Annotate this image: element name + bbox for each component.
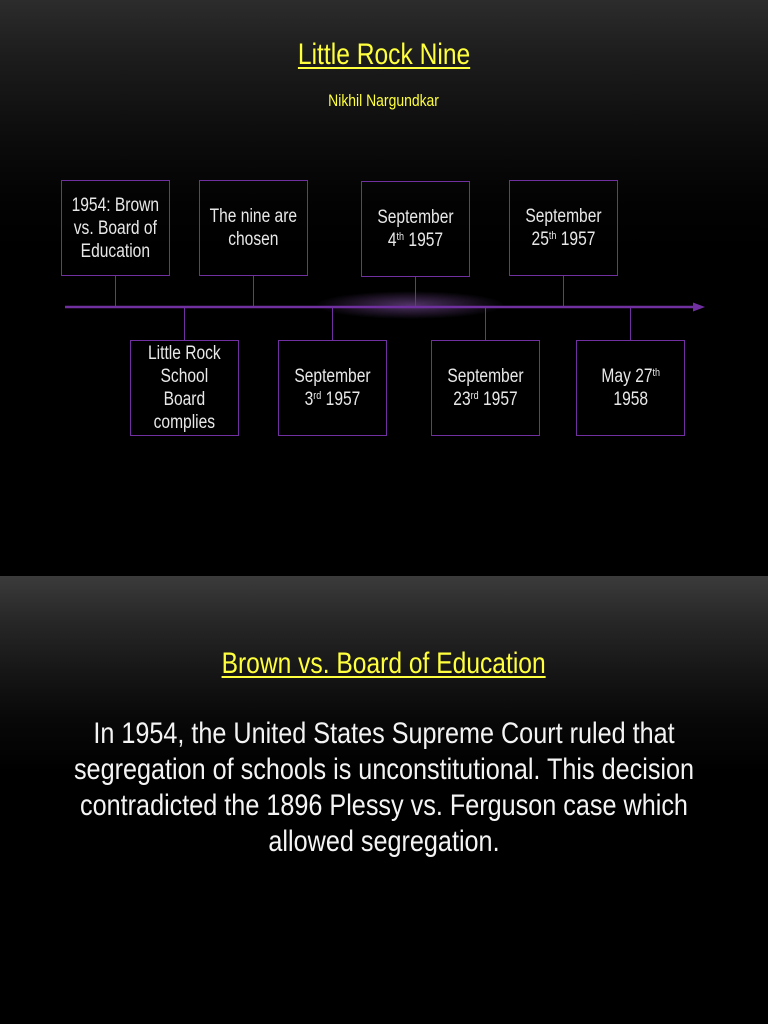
- event-text-line: complies: [153, 412, 216, 433]
- event-day-ordinal: th: [548, 230, 557, 242]
- event-text-line: chosen: [228, 229, 279, 250]
- slide-title: [0, 646, 768, 682]
- event-year: 1957: [325, 389, 361, 410]
- event-date: [447, 365, 523, 411]
- event-day: 25: [531, 229, 549, 250]
- event-text-line: vs. Board of: [73, 217, 158, 239]
- slide-body-text: In 1954, the United States Supreme Court ruled that segregation of schools is unconstitutional. This decision contradicted the 1896 Plessy vs. Ferguson case which allowed segregation.: [73, 717, 695, 858]
- event-date: [525, 205, 601, 251]
- event-year: 1957: [560, 229, 596, 250]
- slide-2: [0, 576, 768, 1024]
- event-text-line: Little Rock: [148, 343, 221, 364]
- timeline-event-box: [278, 340, 387, 436]
- event-date: [294, 365, 370, 411]
- event-day-ordinal: th: [652, 367, 660, 379]
- event-date-line: [532, 228, 596, 251]
- timeline-event-box: [361, 181, 470, 277]
- event-date-line: [447, 365, 523, 388]
- event-date-line: [388, 229, 443, 252]
- event-month: May: [601, 366, 631, 387]
- event-text-line: School: [160, 366, 209, 387]
- event-text-line: Education: [80, 240, 151, 262]
- timeline-event-box: [61, 180, 170, 276]
- slide-title-text: Little Rock Nine: [297, 38, 471, 71]
- event-month: September: [525, 206, 602, 227]
- event-date-line: [453, 388, 517, 411]
- event-text: [72, 194, 159, 263]
- author-name: Nikhil Nargundkar: [328, 91, 440, 110]
- event-year: 1957: [483, 389, 518, 410]
- event-date-line: [601, 365, 660, 388]
- event-day: 4: [387, 230, 397, 251]
- slide-title-text: Brown vs. Board of Education: [221, 647, 547, 680]
- event-date-line: [305, 388, 361, 411]
- timeline-event-box: [431, 340, 540, 436]
- event-month: September: [294, 366, 371, 387]
- event-date-line: [377, 206, 453, 229]
- event-text-line: 1954: Brown: [71, 194, 160, 216]
- event-year: 1957: [408, 230, 444, 251]
- event-day-ordinal: th: [396, 231, 405, 243]
- event-day-ordinal: rd: [470, 390, 479, 402]
- event-text-line: Board: [163, 389, 206, 410]
- timeline-event-box: [130, 340, 239, 436]
- event-text: [210, 205, 297, 251]
- event-year: 1958: [613, 389, 648, 410]
- timeline-event-box: [509, 180, 618, 276]
- event-month: September: [447, 366, 524, 387]
- timeline-glow: [315, 291, 505, 319]
- timeline-event-box: [576, 340, 685, 436]
- event-text: [148, 342, 221, 434]
- timeline-arrowhead: [693, 303, 705, 312]
- event-date: [377, 206, 453, 252]
- event-month: September: [377, 207, 454, 228]
- event-day: 27: [634, 366, 653, 387]
- event-day: 3: [304, 389, 314, 410]
- event-day-ordinal: rd: [313, 390, 322, 402]
- event-date: [601, 365, 660, 411]
- event-day: 23: [453, 389, 471, 410]
- event-date-line: [294, 365, 370, 388]
- timeline-event-box: [199, 180, 308, 276]
- event-text-line: The nine are: [209, 206, 298, 227]
- event-date-line: [525, 205, 601, 228]
- event-date-line: [613, 388, 648, 411]
